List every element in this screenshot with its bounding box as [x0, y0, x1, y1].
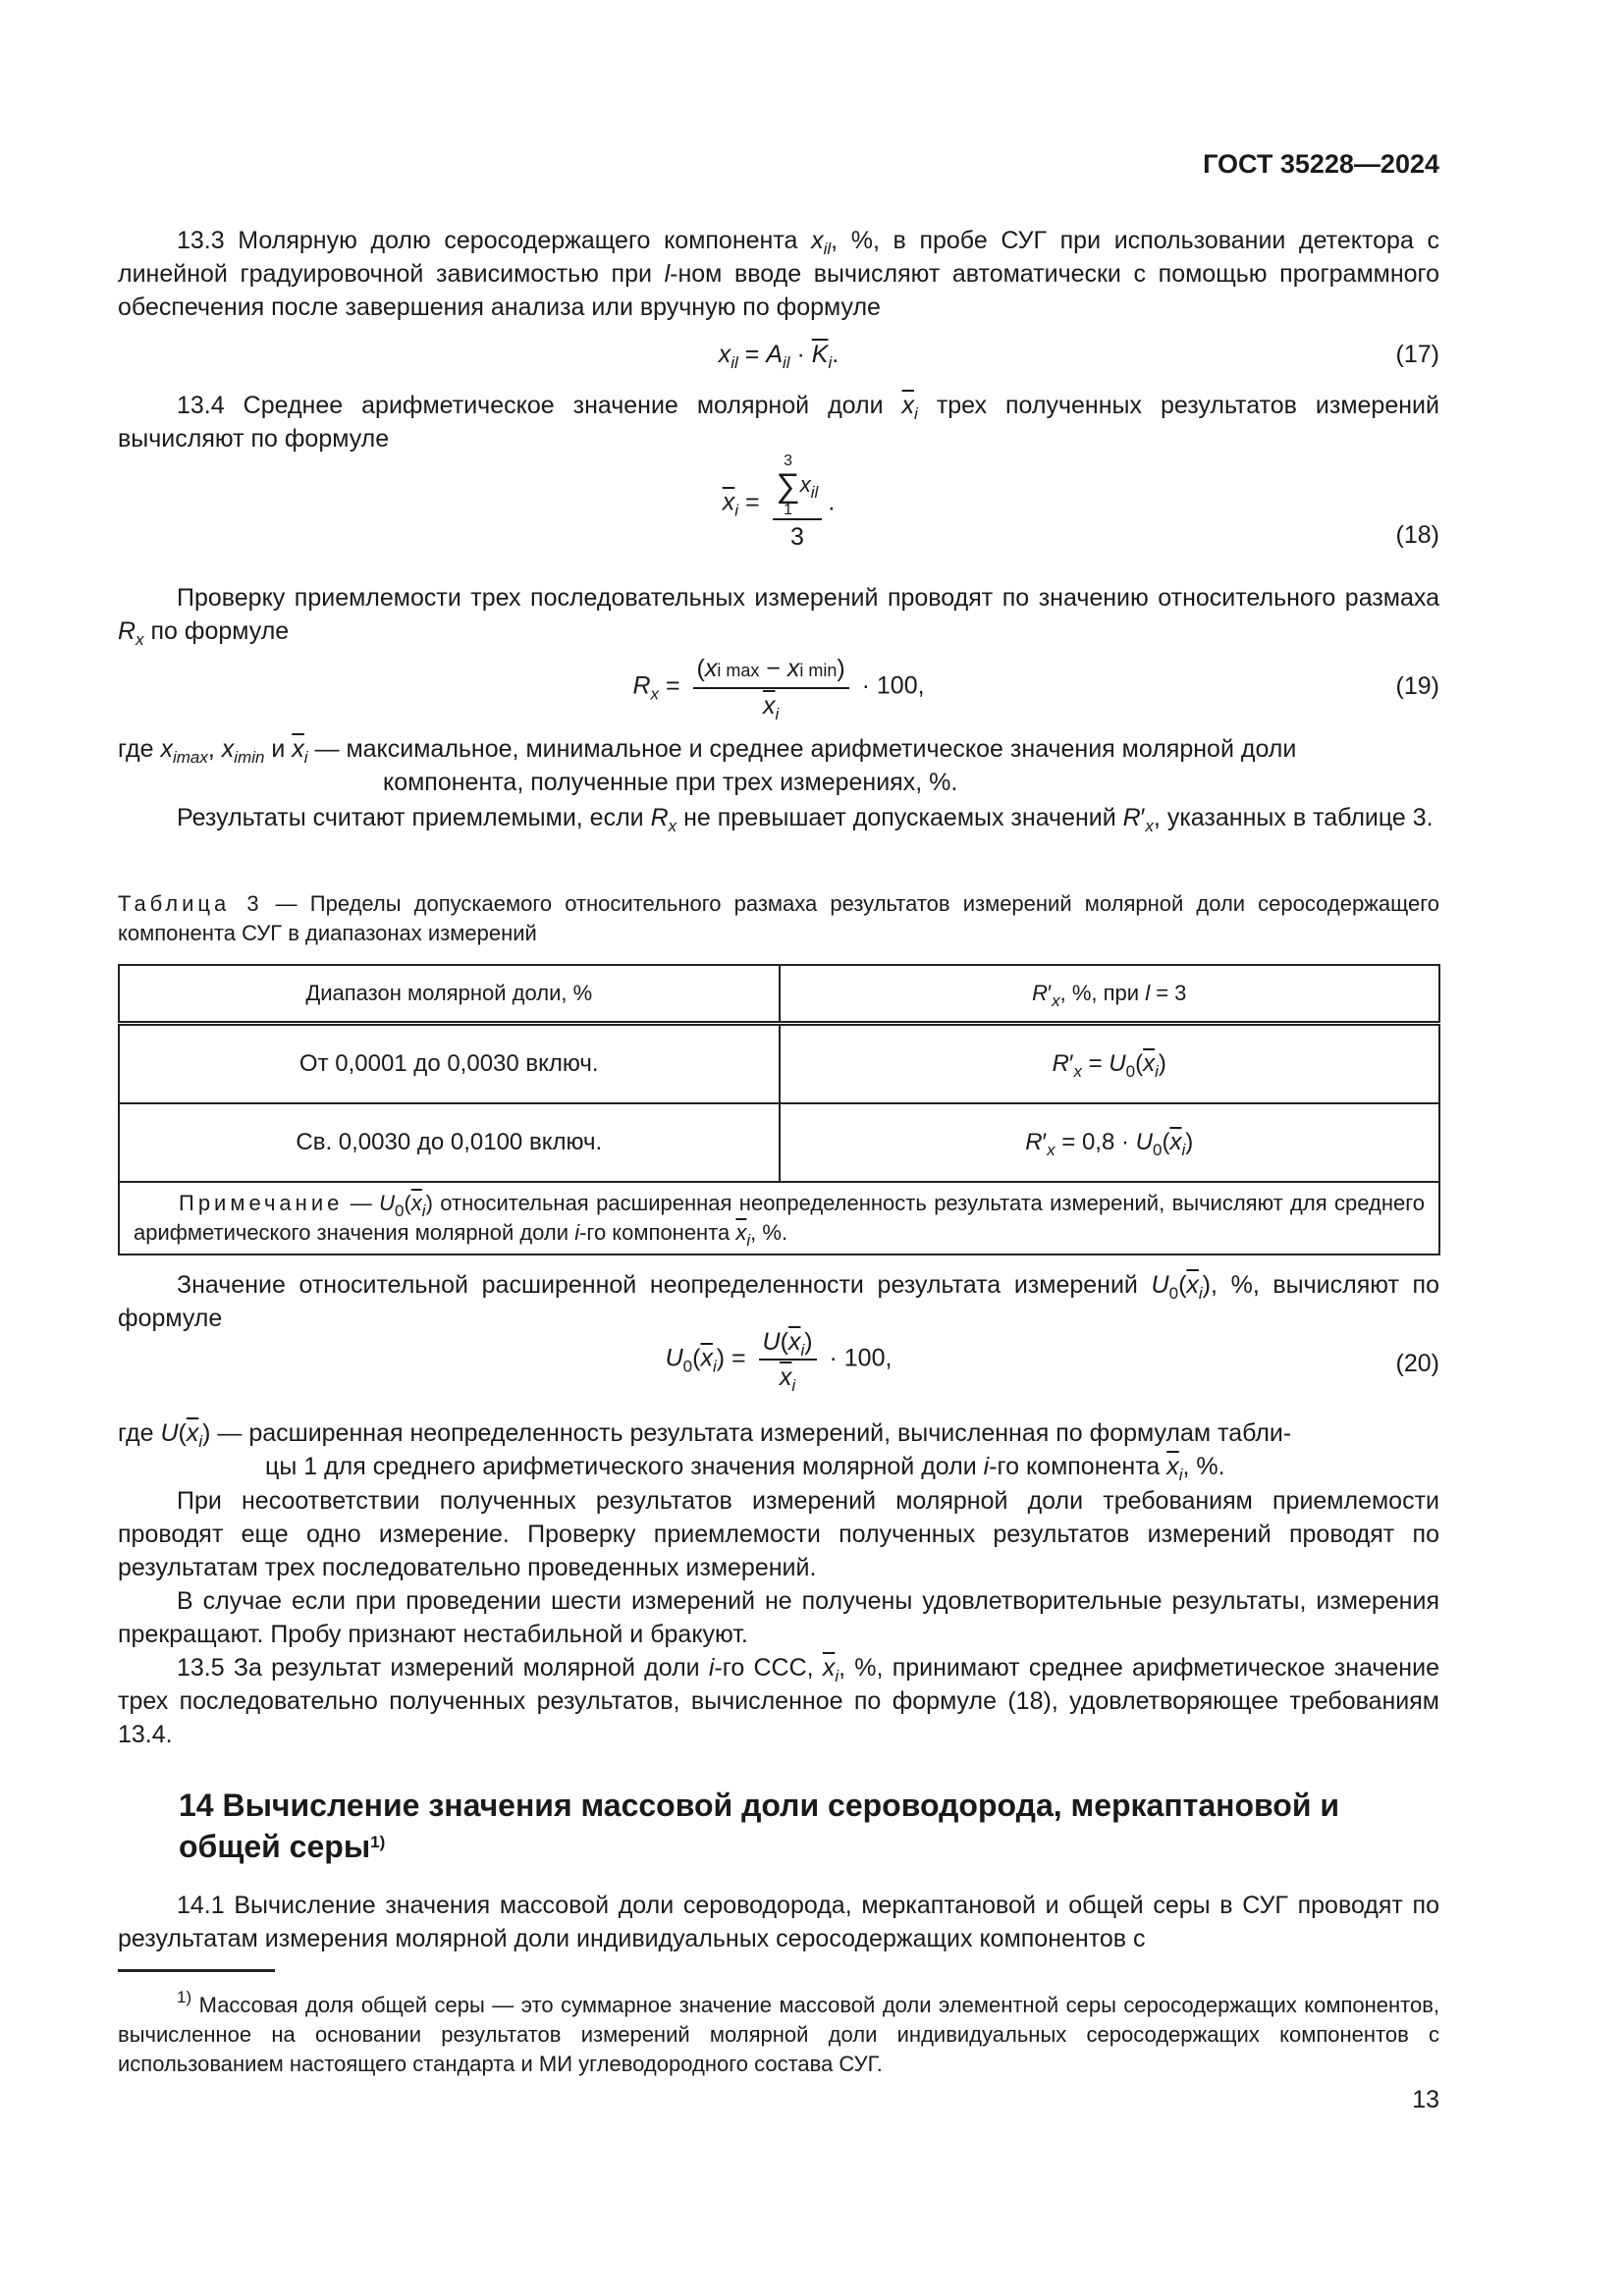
column-header-range: Диапазон молярной доли, %: [119, 965, 780, 1024]
equation-19: $R_x$ = $\frac{\text{(xi max − xi min)}}{\overline{x}_i}$ · 100, (19): [118, 652, 1439, 730]
footnote: $^{1)}$ Массовая доля общей серы — это суммарное значение массовой доли элементной серы серосодержащих компонентов, вычисленное на основании результатов измерений молярной доли индивидуальных серосодержащих компонентов с использованием настоящего стандарта и МИ углеводородного состава СУГ.: [118, 1988, 1439, 2076]
paragraph-14-1: 14.1 Вычисление значения массовой доли сероводорода, меркаптановой и общей серы в СУГ проводят по результатам измерения молярной доли индивидуальных серосодержащих компонентов с: [118, 1892, 1439, 1952]
paragraph-13-3: 13.3 Молярную долю серосодержащего компонента $x_{il}$, %, в пробе СУГ при использовании детектора с линейной градуировочной зависимостью при l-ном вводе вычисляют автоматически с помощью программного обеспечения после завершения анализа или вручную по формуле: [118, 227, 1439, 321]
column-header-limit: $R'_x$, %, при l = 3: [780, 965, 1440, 1024]
section-14-heading: 14 Вычисление значения массовой доли сероводорода, меркаптановой и общей серы$^{1)}$: [179, 1788, 1340, 1864]
paragraph-six-measurements: В случае если при проведении шести измерений не получены удовлетворительные результаты, измерения прекращают. Пробу признают нестабильной и бракуют.: [118, 1587, 1439, 1648]
document-id: ГОСТ 35228—2024: [1203, 149, 1439, 179]
equation-number: (18): [1395, 521, 1439, 549]
paragraph-mismatch: При несоответствии полученных результатов измерений молярной доли требованиям приемлемости проводят еще одно измерение. Проверку приемлемости полученных результатов измерений проводят по результатам трех последовательно проведенных измерений.: [118, 1487, 1439, 1581]
where-clause-20: где $U(\overline{x}_i)$ — расширенная неопределенность результата измерений, вычисленная по формулам табли- цы 1 для среднего арифметического значения молярной доли i-го компонента $\overline{x}_i$, %.: [118, 1419, 1292, 1484]
table-caption: Таблица 3 — Пределы допускаемого относительного размаха результатов измерений молярной доли серосодержащего компонента СУГ в диапазонах измерений: [118, 891, 1439, 945]
paragraph-u0: Значение относительной расширенной неопределенности результата измерений $U_0(\overline{x}_i)$, %, вычисляют по формуле: [118, 1271, 1439, 1332]
range-cell: Св. 0,0030 до 0,0100 включ.: [119, 1103, 780, 1182]
limit-cell: $R'_x = U_0(\overline{x}_i)$: [780, 1024, 1440, 1104]
equation-20: $U_0(\overline{x}_i)$ = $\frac{U(\overline{x}_i)}{\overline{x}_i}$ · 100, (20): [118, 1325, 1439, 1404]
paragraph-acceptance-check: Проверку приемлемости трех последовательных измерений проводят по значению относительного размаха $R_x$ по формуле: [118, 584, 1439, 649]
equation-number: (17): [1395, 341, 1439, 368]
paragraph-13-4: 13.4 Среднее арифметическое значение молярной доли $\overline{x}_i$ трех полученных результатов измерений вычисляют по формуле: [118, 392, 1439, 453]
where-clause-19: где $x_{imax}$, $x_{imin}$ и $\overline{x}_i$ — максимальное, минимальное и среднее арифметическое значения молярной доли компонента, полученные при трех измерениях, %.: [118, 735, 1297, 796]
equation-17: $x_{il} = A_{il} \cdot \overline{K}_i$. (17): [118, 338, 1439, 397]
footnote-divider: [118, 1969, 275, 1972]
range-cell: От 0,0001 до 0,0030 включ.: [119, 1024, 780, 1104]
page-number: 13: [1412, 2086, 1439, 2113]
equation-18: $\overline{x}_i$ = 3 ∑ 1 $x_{il}$ 3 . (18): [722, 453, 1439, 551]
paragraph-13-5: 13.5 За результат измерений молярной доли i-го ССС, $\overline{x}_i$, %, принимают среднее арифметическое значение трех последовательно полученных результатов, вычисленное по формуле (18), удовлетворяющее требованиям 13.4.: [118, 1654, 1439, 1748]
equation-number: (20): [1395, 1350, 1439, 1377]
paragraph-results: Результаты считают приемлемыми, если $R_x$ не превышает допускаемых значений $R'_x$, указанных в таблице 3.: [177, 804, 1434, 835]
table-note: Примечание — $U_0(\overline{x}_i)$ относительная расширенная неопределенность результата измерений, вычисляют для среднего арифметического значения молярной доли i-го компонента $\overline{x}_i$, %.: [119, 1182, 1439, 1255]
limit-cell: $R'_x = 0,8 \cdot U_0(\overline{x}_i)$: [780, 1103, 1440, 1182]
table-3: [118, 964, 1440, 1255]
table-row: [119, 1103, 1439, 1182]
table-row: [119, 1024, 1439, 1104]
equation-number: (19): [1395, 672, 1439, 700]
footnote-reference[interactable]: 1): [370, 1833, 386, 1851]
